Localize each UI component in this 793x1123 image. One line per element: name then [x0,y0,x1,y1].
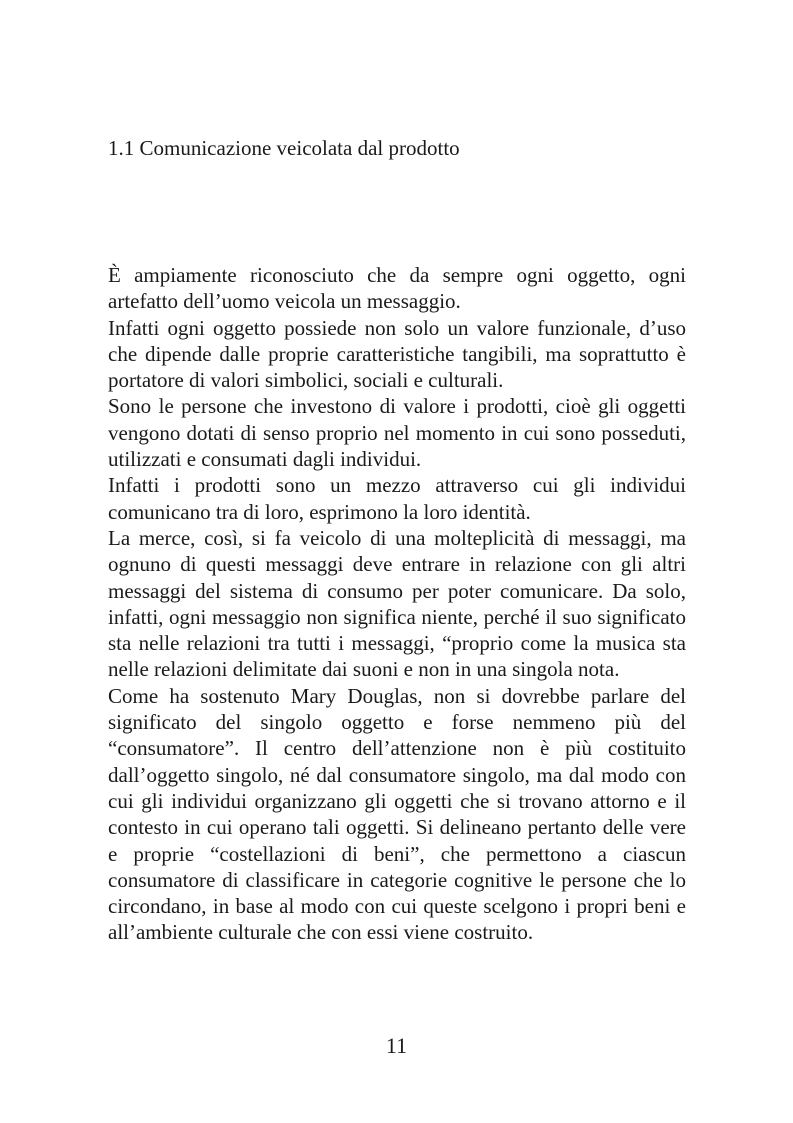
paragraph: Sono le persone che investono di valore i prodotti, cioè gli oggetti vengono dotati di senso proprio nel momento in cui sono posseduti, utilizzati e consumati dagli individui. [108,394,686,472]
body-text [108,262,686,946]
paragraph: Infatti ogni oggetto possiede non solo un valore funzionale, d’uso che dipende dalle proprie caratteristiche tangibili, ma soprattutto è portatore di valori simbolici, sociali e culturali. [108,315,686,393]
section-heading: 1.1 Comunicazione veicolata dal prodotto [108,136,460,160]
page-number: 11 [385,1033,408,1058]
paragraph: È ampiamente riconosciuto che da sempre ogni oggetto, ogni artefatto dell’uomo veicola un messaggio. [108,263,686,314]
paragraph: Infatti i prodotti sono un mezzo attraverso cui gli individui comunicano tra di loro, esprimono la loro identità. [108,473,686,524]
paragraph: Come ha sostenuto Mary Douglas, non si dovrebbe parlare del significato del singolo oggetto e forse nemmeno più del “consumatore”. Il centro dell’attenzione non è più costituito dall’oggetto singolo, né dal consumatore singolo, ma dal modo con cui gli individui organizzano gli oggetti che si trovano attorno e il contesto in cui operano tali oggetti. Si delineano pertanto delle vere e proprie “costellazioni di beni”, che permettono a ciascun consumatore di classificare in categorie cognitive le persone che lo circondano, in base al modo con cui queste scelgono i propri beni e all’ambiente culturale che con essi viene costruito. [108,683,686,945]
paragraph: La merce, così, si fa veicolo di una molteplicità di messaggi, ma ognuno di questi messaggi deve entrare in relazione con gli altri messaggi del sistema di consumo per poter comunicare. Da solo, infatti, ogni messaggio non significa niente, perché il suo significato sta nelle relazioni tra tutti i messaggi, “proprio come la musica sta nelle relazioni delimitate dai suoni e non in una singola nota. [108,525,686,682]
